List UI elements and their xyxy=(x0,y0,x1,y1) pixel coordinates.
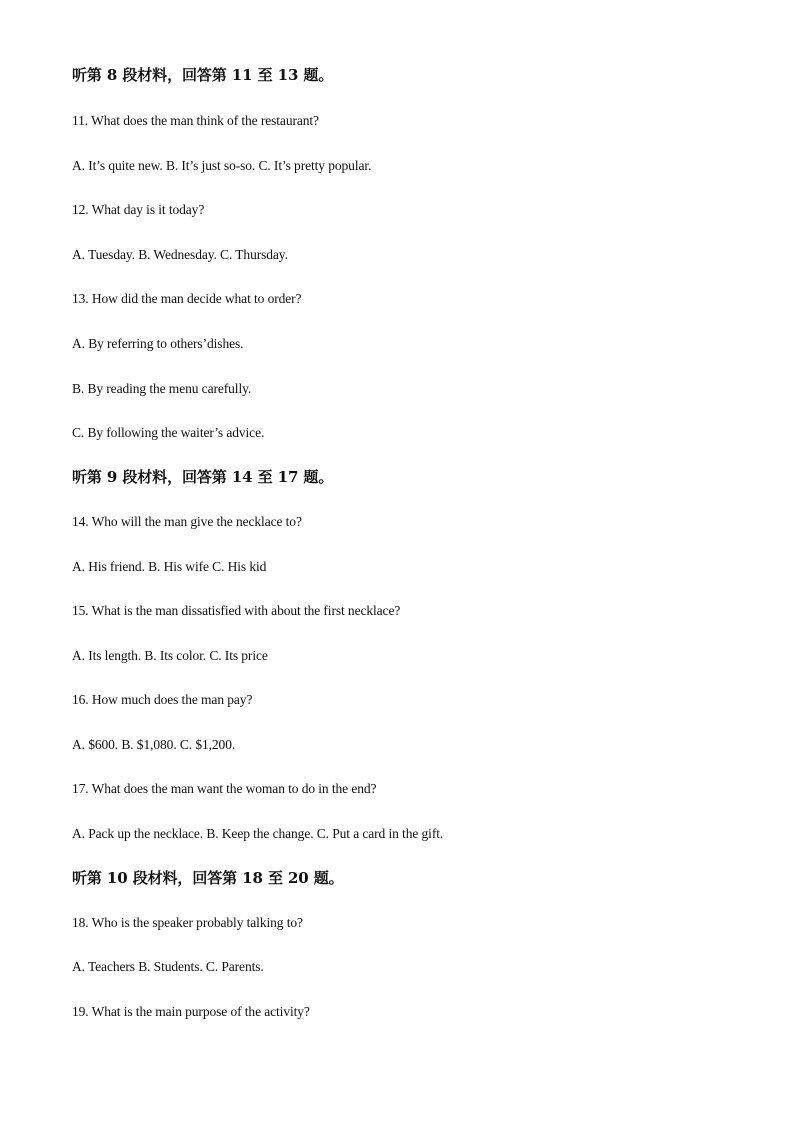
question-12-options: A. Tuesday. B. Wednesday. C. Thursday. xyxy=(72,247,288,262)
question-14-options: A. His friend. B. His wife C. His kid xyxy=(72,559,267,574)
question-12: 12. What day is it today? xyxy=(72,202,205,217)
question-15-options: A. Its length. B. Its color. C. Its price xyxy=(72,648,268,663)
section-heading-10: 听第 10 段材料，回答第 18 至 20 题。 xyxy=(72,869,344,887)
question-11-options: A. It’s quite new. B. It’s just so-so. C. It’s pretty popular. xyxy=(72,158,372,173)
question-19: 19. What is the main purpose of the activity? xyxy=(72,1004,310,1019)
question-13: 13. How did the man decide what to order? xyxy=(72,291,302,306)
question-11: 11. What does the man think of the restaurant? xyxy=(72,113,319,128)
question-14: 14. Who will the man give the necklace to? xyxy=(72,514,302,529)
question-16: 16. How much does the man pay? xyxy=(72,692,253,707)
question-17-options: A. Pack up the necklace. B. Keep the change. C. Put a card in the gift. xyxy=(72,826,444,841)
question-13-option-c: C. By following the waiter’s advice. xyxy=(72,425,265,440)
question-13-option-b: B. By reading the menu carefully. xyxy=(72,381,252,396)
question-18-options: A. Teachers B. Students. C. Parents. xyxy=(72,959,264,974)
section-heading-9: 听第 9 段材料，回答第 14 至 17 题。 xyxy=(72,468,334,486)
section-heading-8: 听第 8 段材料，回答第 11 至 13 题。 xyxy=(72,66,334,84)
question-13-option-a: A. By referring to others’dishes. xyxy=(72,336,244,351)
question-17: 17. What does the man want the woman to do in the end? xyxy=(72,781,377,796)
question-15: 15. What is the man dissatisfied with about the first necklace? xyxy=(72,603,401,618)
question-18: 18. Who is the speaker probably talking to? xyxy=(72,915,303,930)
question-16-options: A. $600. B. $1,080. C. $1,200. xyxy=(72,737,236,752)
